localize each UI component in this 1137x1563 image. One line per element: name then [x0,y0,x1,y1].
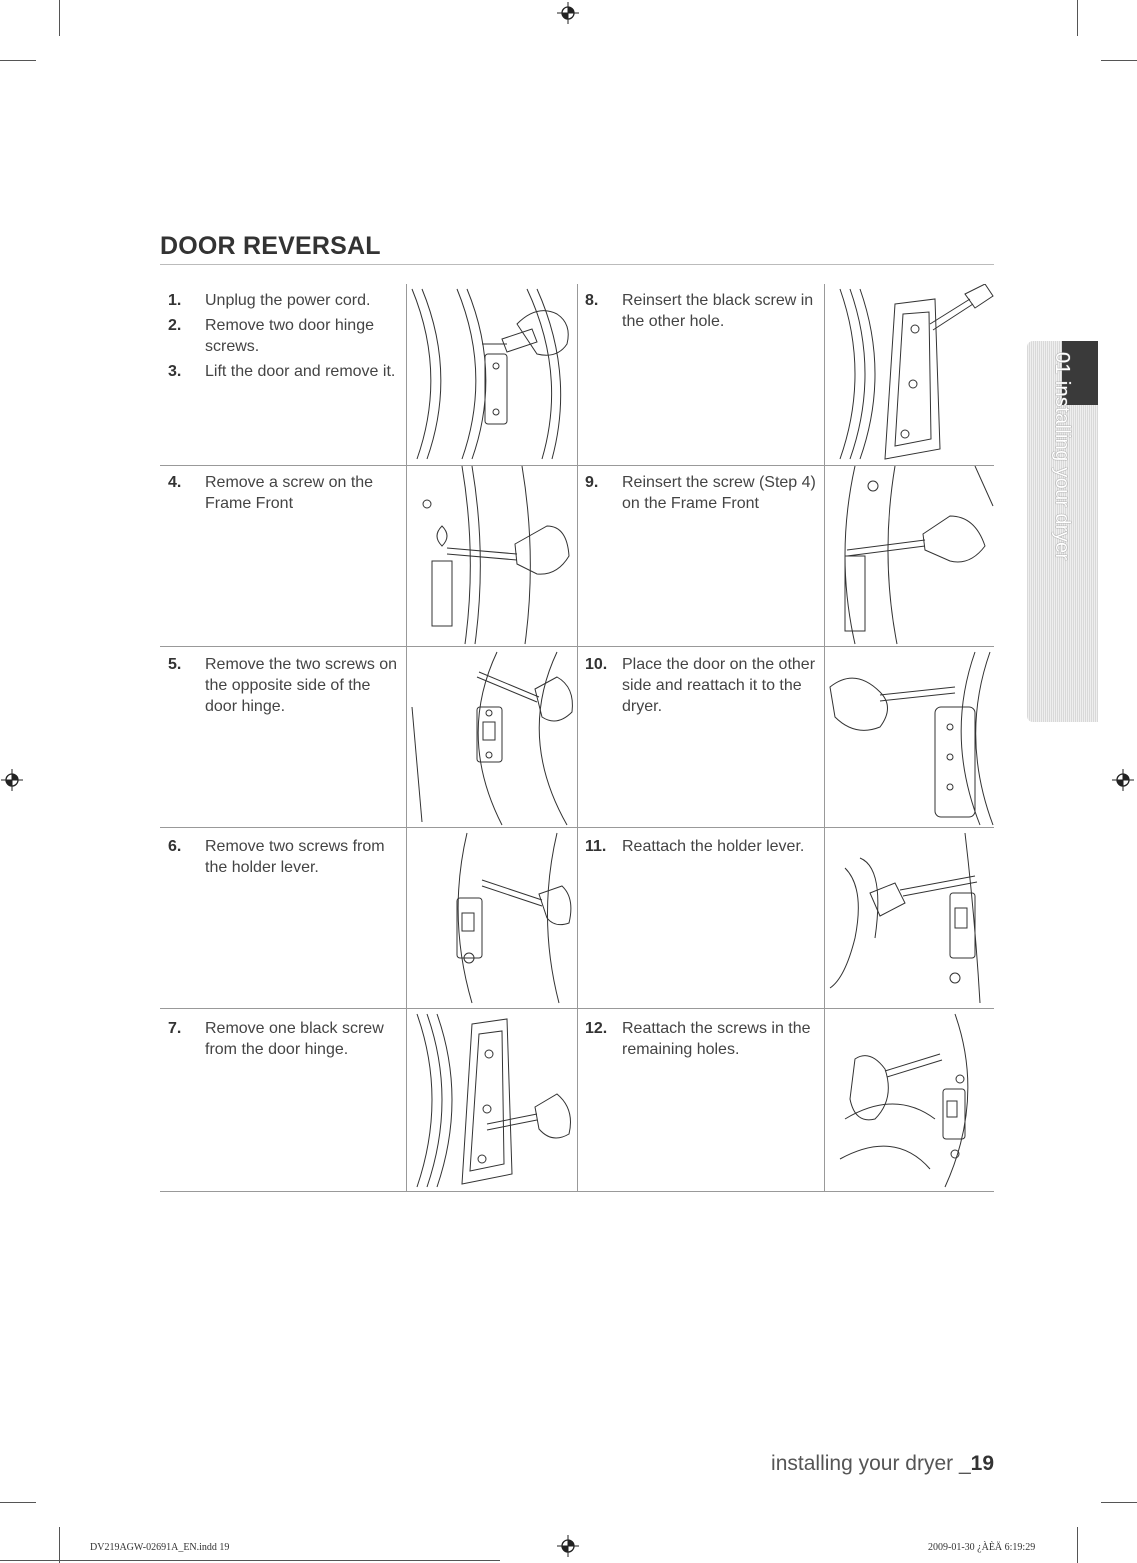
step-9 [585,472,817,514]
illustration-opposite-hinge-screws [407,647,577,827]
step-number: 6. [168,838,182,855]
step-text: Lift the door and remove it. [205,363,396,380]
crop-mark [0,60,36,61]
step-text: Remove one black screw from the door hinge. [205,1020,384,1058]
page-title: DOOR REVERSAL [160,232,381,260]
step-text: Reinsert the screw (Step 4) on the Frame Front [622,474,816,512]
step-text: Remove a screw on the Frame Front [205,474,374,512]
crop-mark [59,1527,60,1563]
step-number: 12. [585,1020,608,1037]
registration-mark-icon [1,769,23,791]
illustration-holder-lever-screws [407,828,577,1008]
step-number: 8. [585,292,599,309]
illustration-reinsert-black-screw [825,284,994,465]
step-number: 4. [168,474,182,491]
step-3 [168,361,398,382]
crop-mark [1101,60,1137,61]
step-text: Remove two screws from the holder lever. [205,838,385,876]
illustration-reinsert-frame-screw [825,466,994,646]
crop-mark [1077,0,1078,36]
step-11 [585,836,817,857]
print-slug-file: DV219AGW-02691A_EN.indd 19 [90,1542,230,1553]
step-text: Remove the two screws on the opposite side of the door hinge. [205,656,398,715]
step-number: 2. [168,317,182,334]
crop-mark [0,1560,500,1561]
illustration-place-door [825,647,994,827]
crop-mark [1077,1527,1078,1563]
step-text: Reattach the screws in the remaining holes. [622,1020,811,1058]
step-number: 7. [168,1020,182,1037]
step-text: Reattach the holder lever. [622,838,805,855]
step-12 [585,1018,817,1060]
step-number: 9. [585,474,599,491]
crop-mark [59,0,60,36]
step-number: 11. [585,838,607,855]
step-8 [585,290,817,332]
step-2 [168,315,398,357]
registration-mark-icon [557,1535,579,1557]
step-text: Reinsert the black screw in the other hole. [622,292,814,330]
step-text: Remove two door hinge screws. [205,317,374,355]
step-text: Unplug the power cord. [205,292,371,309]
crop-mark [0,1502,36,1503]
step-text: Place the door on the other side and reattach it to the dryer. [622,656,816,715]
step-number: 5. [168,656,182,673]
illustration-remove-black-screw [407,1009,577,1191]
step-4 [168,472,398,514]
steps-table [160,284,994,1192]
illustration-reattach-screws [825,1009,994,1191]
print-slug-date: 2009-01-30 ¿ÀÈÄ 6:19:29 [928,1542,1036,1553]
title-divider [160,264,994,265]
column-divider [577,284,578,1192]
step-number: 10. [585,656,608,673]
step-5 [168,654,398,717]
step-7 [168,1018,403,1060]
illustration-hinge-screws [407,284,577,465]
crop-mark [1101,1502,1137,1503]
step-6 [168,836,403,878]
step-number: 1. [168,292,182,309]
illustration-reattach-holder-lever [825,828,994,1008]
registration-mark-icon [1112,769,1134,791]
footer-label: installing your dryer _ [771,1452,971,1475]
step-10 [585,654,817,717]
page-number: 19 [970,1452,994,1475]
page-footer [771,1452,994,1476]
chapter-tab-label: 01 installing your dryer [1051,352,1073,561]
illustration-frame-front-screw [407,466,577,646]
registration-mark-icon [557,2,579,24]
step-1 [168,290,398,311]
step-number: 3. [168,363,182,380]
